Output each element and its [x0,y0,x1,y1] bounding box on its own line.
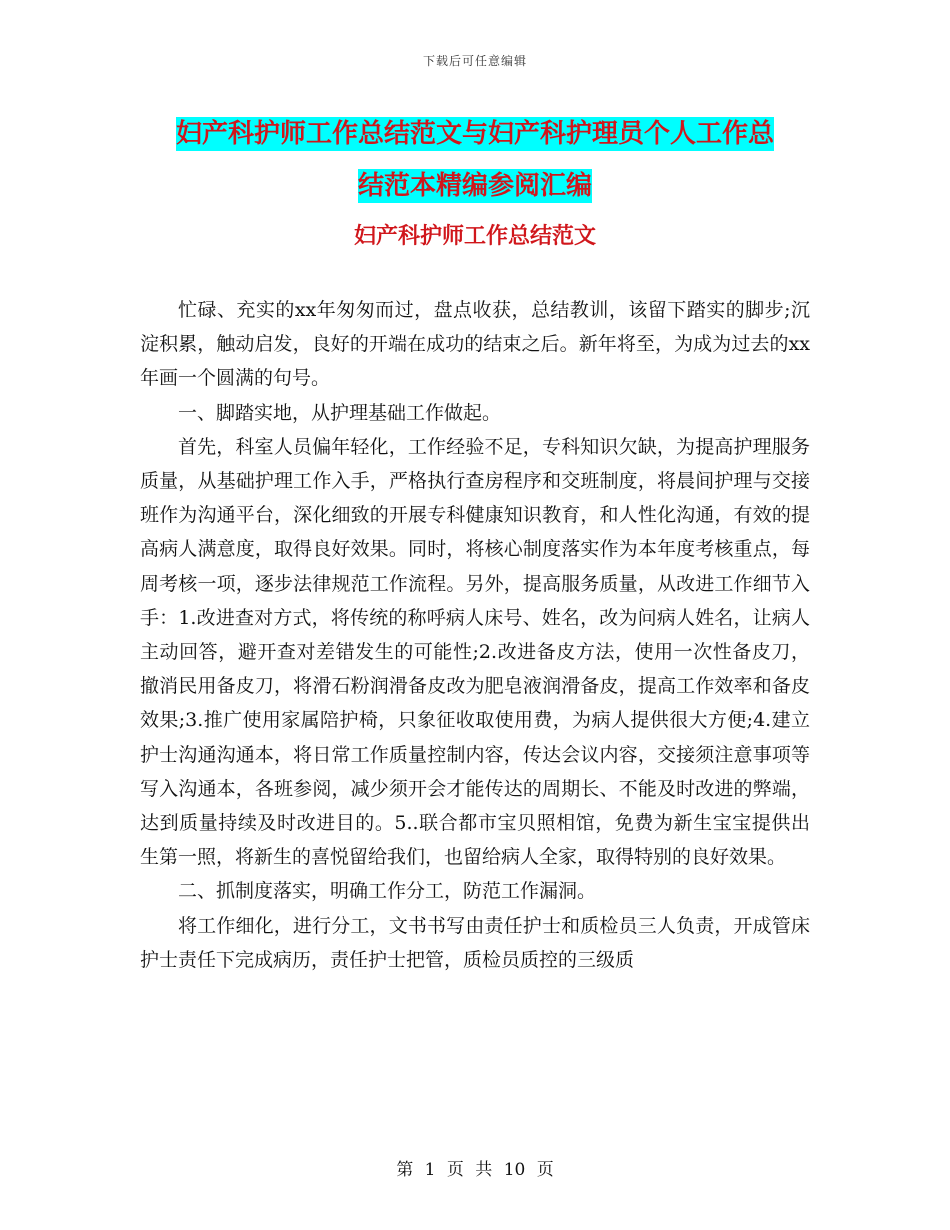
header-note: 下载后可任意编辑 [422,54,527,68]
section-title: 妇产科护师工作总结范文 [353,224,596,249]
page-footer: 第 1 页 共 10 页 [396,1160,554,1180]
paragraph: 二、抓制度落实，明确工作分工，防范工作漏洞。 [178,880,597,903]
document-title [140,108,810,212]
document-title-line-2: 结范本精编参阅汇编 [357,171,592,201]
paragraph: 将工作细化，进行分工，文书书写由责任护士和质检员三人负责，开成管床护士责任下完成病历，责任护士把管，质检员质控的三级质 [140,914,810,971]
paragraph: 首先，科室人员偏年轻化，工作经验不足，专科知识欠缺，为提高护理服务质量，从基础护理工作入手，严格执行查房程序和交班制度，将晨间护理与交接班作为沟通平台，深化细致的开展专科健康知识教育，和人性化沟通，有效的提高病人满意度，取得良好效果。同时，将核心制度落实作为本年度考核重点，每周考核一项，逐步法律规范工作流程。另外，提高服务质量，从改进工作细节入手：1.改进查对方式，将传统的称呼病人床号、姓名，改为问病人姓名，让病人主动回答，避开查对差错发生的可能性;2.改进备皮方法，使用一次性备皮刀，撤消民用备皮刀，将滑石粉润滑备皮改为肥皂液润滑备皮，提高工作效率和备皮效果;3.推广使用家属陪护椅，只象征收取使用费，为病人提供很大方便;4.建立护士沟通沟通本，将日常工作质量控制内容，传达会议内容，交接须注意事项等写入沟通本，各班参阅，减少须开会才能传达的周期长、不能及时改进的弊端，达到质量持续及时改进目的。5..联合都市宝贝照相馆，免费为新生宝宝提供出生第一照，将新生的喜悦留给我们，也留给病人全家，取得特别的良好效果。 [140,435,810,869]
body-text [140,293,810,977]
paragraph: 一、脚踏实地，从护理基础工作做起。 [178,401,502,424]
document-title-line-1: 妇产科护师工作总结范文与妇产科护理员个人工作总 [175,119,774,149]
paragraph: 忙碌、充实的xx年匆匆而过，盘点收获，总结教训，该留下踏实的脚步;沉淀积累，触动启发，良好的开端在成功的结束之后。新年将至，为成为过去的xx年画一个圆满的句号。 [140,299,810,390]
